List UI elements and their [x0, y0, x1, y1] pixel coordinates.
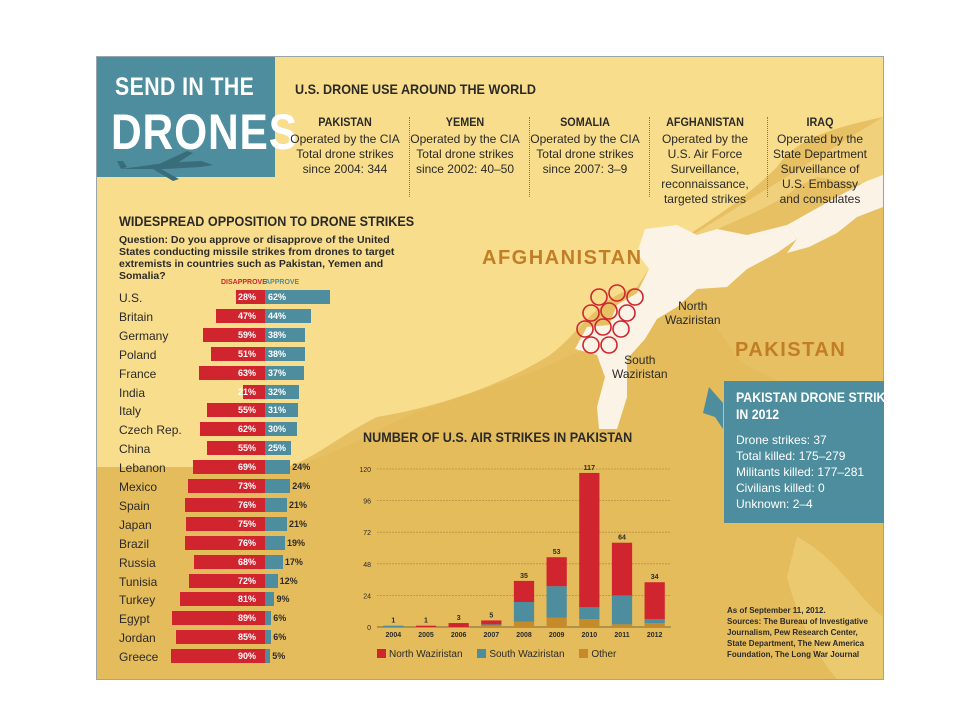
region-name: AFGHANISTAN — [666, 115, 744, 129]
bar-segment — [514, 622, 534, 627]
total-label: 35 — [520, 572, 528, 580]
bar-segment — [645, 582, 665, 619]
afghanistan-label: AFGHANISTAN — [482, 247, 643, 269]
bar-segment — [416, 626, 436, 627]
country-label: Turkey — [119, 593, 156, 608]
region-line: State Department — [772, 147, 868, 161]
bar-segment — [645, 619, 665, 623]
total-label: 64 — [618, 534, 626, 542]
legend-label: Other — [591, 649, 617, 660]
disapprove-value: 59% — [238, 329, 257, 340]
bar-segment — [481, 624, 501, 625]
stats-heading — [736, 389, 902, 423]
region-line: Total drone strikes — [416, 147, 514, 161]
legend-swatch — [377, 649, 386, 658]
disapprove-value: 47% — [238, 310, 257, 321]
approve-value: 6% — [273, 613, 287, 624]
region-line: and consulates — [779, 192, 861, 206]
country-label: Egypt — [119, 612, 150, 627]
approve-value: 24% — [292, 462, 311, 473]
x-tick-label: 2008 — [516, 632, 532, 639]
region-name: PAKISTAN — [318, 115, 372, 129]
poll-row — [97, 326, 397, 345]
pakistan-strikes-2012-box — [724, 381, 902, 523]
legend-swatch — [579, 649, 588, 658]
disapprove-bar — [207, 441, 265, 455]
approve-value: 9% — [276, 594, 290, 605]
approve-bar — [265, 611, 271, 625]
title-box — [97, 57, 298, 177]
stat-total-killed: Total killed: 175–279 — [736, 449, 846, 463]
region-name: SOMALIA — [560, 115, 610, 129]
approve-value: 17% — [284, 556, 303, 567]
approve-value: 25% — [268, 443, 287, 454]
poll-row — [97, 345, 397, 364]
region-line: Total drone strikes — [536, 147, 634, 161]
country-label: France — [119, 366, 157, 381]
x-tick-label: 2010 — [581, 632, 598, 639]
approve-value: 12% — [279, 575, 298, 586]
stat-civilians-killed: Civilians killed: 0 — [736, 481, 825, 495]
north-waziristan-label — [665, 299, 721, 327]
legend-item-north — [377, 649, 463, 660]
poll-row — [97, 307, 397, 326]
x-tick-label: 2005 — [418, 632, 434, 639]
country-label: Brazil — [119, 536, 150, 551]
country-label: Poland — [119, 347, 157, 362]
country-label: Lebanon — [119, 461, 166, 476]
y-tick-label: 24 — [363, 593, 371, 601]
strikes-heading: NUMBER OF U.S. AIR STRIKES IN PAKISTAN — [363, 429, 633, 445]
poll-row — [97, 401, 397, 420]
country-label: India — [119, 385, 146, 400]
disapprove-value: 55% — [238, 443, 257, 454]
country-label: Britain — [119, 309, 154, 324]
region-iraq — [761, 115, 879, 207]
footnote — [727, 605, 877, 660]
region-line: Operated by the — [776, 132, 864, 146]
bar-segment — [579, 619, 599, 627]
bar-segment — [612, 543, 632, 596]
country-label: Italy — [119, 404, 142, 419]
legend-label: North Waziristan — [389, 649, 463, 660]
country-label: China — [119, 442, 151, 457]
disapprove-value: 81% — [238, 594, 257, 605]
x-tick-label: 2012 — [646, 632, 663, 639]
poll-row — [97, 383, 397, 402]
approve-value: 31% — [268, 405, 287, 416]
poll-row — [97, 288, 397, 307]
total-label: 34 — [650, 574, 659, 582]
approve-value: 38% — [268, 329, 287, 340]
approve-value: 30% — [268, 424, 287, 435]
bar-segment — [579, 473, 599, 607]
bar-segment — [383, 626, 403, 627]
approve-value: 6% — [273, 632, 287, 643]
disapprove-value: 68% — [238, 556, 257, 567]
approve-value: 21% — [289, 518, 308, 529]
footnote-sources: Sources: The Bureau of Investigative Journalism, Pew Research Center, State Department, The New America Foundation, The Long War Journal — [727, 617, 868, 659]
legend-item-south — [477, 649, 564, 660]
y-tick-label: 0 — [367, 625, 371, 632]
approve-bar — [265, 479, 290, 493]
legend-swatch — [477, 649, 486, 658]
region-line: Surveillance, — [670, 162, 740, 176]
x-tick-label: 2009 — [548, 632, 565, 639]
region-line: Operated by the CIA — [290, 132, 400, 146]
disapprove-value: 76% — [238, 537, 257, 548]
legend-disapprove: DISAPPROVE — [221, 279, 267, 286]
approve-bar — [265, 536, 285, 550]
approve-bar — [265, 498, 287, 512]
bar-segment — [449, 623, 469, 627]
approve-value: 62% — [268, 292, 287, 302]
disapprove-value: 75% — [238, 518, 257, 529]
total-label: 3 — [456, 615, 461, 623]
approve-value: 44% — [268, 310, 287, 321]
legend-label: South Waziristan — [489, 649, 565, 660]
opposition-question: Question: Do you approve or disapprove of the United States conducting missile strikes from drones to target extremists in countries such as Pakistan, Yemen and Somalia? — [119, 234, 395, 282]
disapprove-value: 28% — [238, 292, 257, 302]
poll-row — [97, 364, 397, 383]
title-line-2: DRONES — [111, 104, 298, 160]
legend-item-other — [579, 649, 616, 660]
region-line: U.S. Embassy — [781, 177, 859, 191]
label-line: Waziristan — [612, 367, 668, 381]
x-tick-label: 2004 — [385, 632, 402, 639]
disapprove-value: 72% — [238, 575, 257, 586]
bar-segment — [612, 624, 632, 627]
total-label: 117 — [583, 464, 595, 472]
approve-value: 19% — [286, 537, 305, 548]
legend-approve: APPROVE — [265, 279, 300, 286]
disapprove-value: 51% — [238, 348, 257, 359]
country-label: Czech Rep. — [119, 423, 182, 438]
region-line: targeted strikes — [663, 192, 747, 206]
approve-bar — [265, 592, 274, 606]
bar-segment — [547, 586, 567, 618]
x-tick-label: 2007 — [483, 632, 500, 639]
country-label: Russia — [119, 555, 156, 570]
country-label: Spain — [119, 498, 150, 513]
x-tick-label: 2006 — [450, 632, 467, 639]
x-tick-label: 2011 — [614, 632, 630, 639]
approve-value: 5% — [272, 651, 286, 662]
region-line: since 2007: 3–9 — [542, 162, 628, 176]
total-label: 53 — [552, 549, 561, 557]
infographic — [96, 56, 902, 680]
label-line: Waziristan — [665, 313, 721, 327]
title-line-1: SEND IN THE — [115, 73, 255, 101]
region-afghanistan — [645, 115, 765, 207]
region-somalia — [525, 115, 645, 177]
approve-bar — [265, 555, 283, 569]
approve-bar — [265, 517, 287, 531]
bar-segment — [645, 623, 665, 627]
approve-value: 38% — [268, 348, 287, 359]
disapprove-value: 69% — [238, 462, 257, 473]
approve-bar — [265, 574, 278, 588]
label-line: North — [678, 299, 708, 313]
approve-value: 24% — [292, 481, 311, 491]
total-label: 1 — [424, 617, 428, 625]
total-label: 5 — [489, 612, 494, 620]
bar-segment — [547, 557, 567, 586]
stats-heading-line: IN 2012 — [736, 406, 780, 422]
label-line: South — [624, 353, 656, 367]
stats-heading-line: PAKISTAN DRONE STRIKES — [736, 389, 902, 405]
country-label: Japan — [119, 517, 152, 532]
bar-segment — [612, 595, 632, 624]
strikes-chart — [349, 459, 679, 645]
stat-unknown: Unknown: 2–4 — [736, 497, 813, 511]
footnote-date: As of September 11, 2012. — [727, 606, 826, 615]
region-line: Total drone strikes — [296, 147, 394, 161]
disapprove-value: 55% — [238, 405, 257, 416]
drone-icon — [117, 147, 217, 187]
country-label: Jordan — [119, 631, 156, 646]
country-label: U.S. — [119, 291, 143, 305]
south-waziristan-label — [612, 353, 668, 381]
region-line: Surveillance of — [780, 162, 860, 176]
country-label: Tunisia — [119, 574, 158, 589]
y-tick-label: 120 — [359, 467, 371, 474]
stat-drone-strikes: Drone strikes: 37 — [736, 433, 827, 447]
region-line: Operated by the CIA — [530, 132, 640, 146]
disapprove-value: 89% — [238, 613, 257, 624]
disapprove-value: 62% — [238, 424, 257, 435]
approve-bar — [265, 630, 271, 644]
disapprove-value: 85% — [238, 632, 257, 643]
y-tick-label: 72 — [363, 530, 371, 538]
disapprove-value: 21% — [238, 386, 257, 397]
bar-segment — [547, 618, 567, 627]
bar-segment — [481, 620, 501, 624]
y-tick-label: 48 — [363, 561, 371, 569]
poll-row — [97, 647, 397, 666]
stat-militants-killed: Militants killed: 177–281 — [736, 465, 865, 479]
total-label: 1 — [391, 617, 396, 625]
region-yemen — [405, 115, 525, 177]
region-line: since 2002: 40–50 — [415, 162, 515, 176]
bar-segment — [481, 626, 501, 627]
approve-value: 21% — [289, 499, 308, 510]
disapprove-bar — [207, 403, 265, 417]
approve-value: 32% — [268, 386, 287, 397]
bar-segment — [514, 602, 534, 622]
bar-segment — [579, 607, 599, 619]
disapprove-value: 76% — [238, 499, 257, 510]
approve-bar — [265, 649, 270, 663]
country-label: Mexico — [119, 480, 158, 494]
region-pakistan — [285, 115, 405, 177]
approve-bar — [265, 460, 290, 474]
y-tick-label: 96 — [363, 498, 371, 506]
country-label: Germany — [119, 328, 169, 343]
country-label: Greece — [119, 650, 159, 665]
strikes-legend — [377, 649, 628, 660]
region-line: U.S. Air Force — [667, 147, 743, 161]
opposition-heading: WIDESPREAD OPPOSITION TO DRONE STRIKES — [119, 213, 415, 229]
region-name: IRAQ — [806, 115, 834, 129]
poll-row — [97, 439, 397, 458]
drone-use-heading: U.S. DRONE USE AROUND THE WORLD — [295, 81, 537, 97]
approve-value: 37% — [268, 367, 287, 378]
pakistan-label: PAKISTAN — [735, 339, 847, 361]
region-line: reconnaissance, — [661, 177, 749, 191]
disapprove-value: 90% — [238, 651, 257, 662]
region-name: YEMEN — [445, 115, 485, 129]
region-line: Operated by the CIA — [410, 132, 520, 146]
poll-row — [97, 420, 397, 439]
bar-segment — [514, 581, 534, 602]
region-line: Operated by the — [661, 132, 749, 146]
disapprove-value: 63% — [238, 367, 257, 378]
region-line: since 2004: 344 — [302, 162, 388, 176]
disapprove-value: 73% — [238, 481, 257, 491]
